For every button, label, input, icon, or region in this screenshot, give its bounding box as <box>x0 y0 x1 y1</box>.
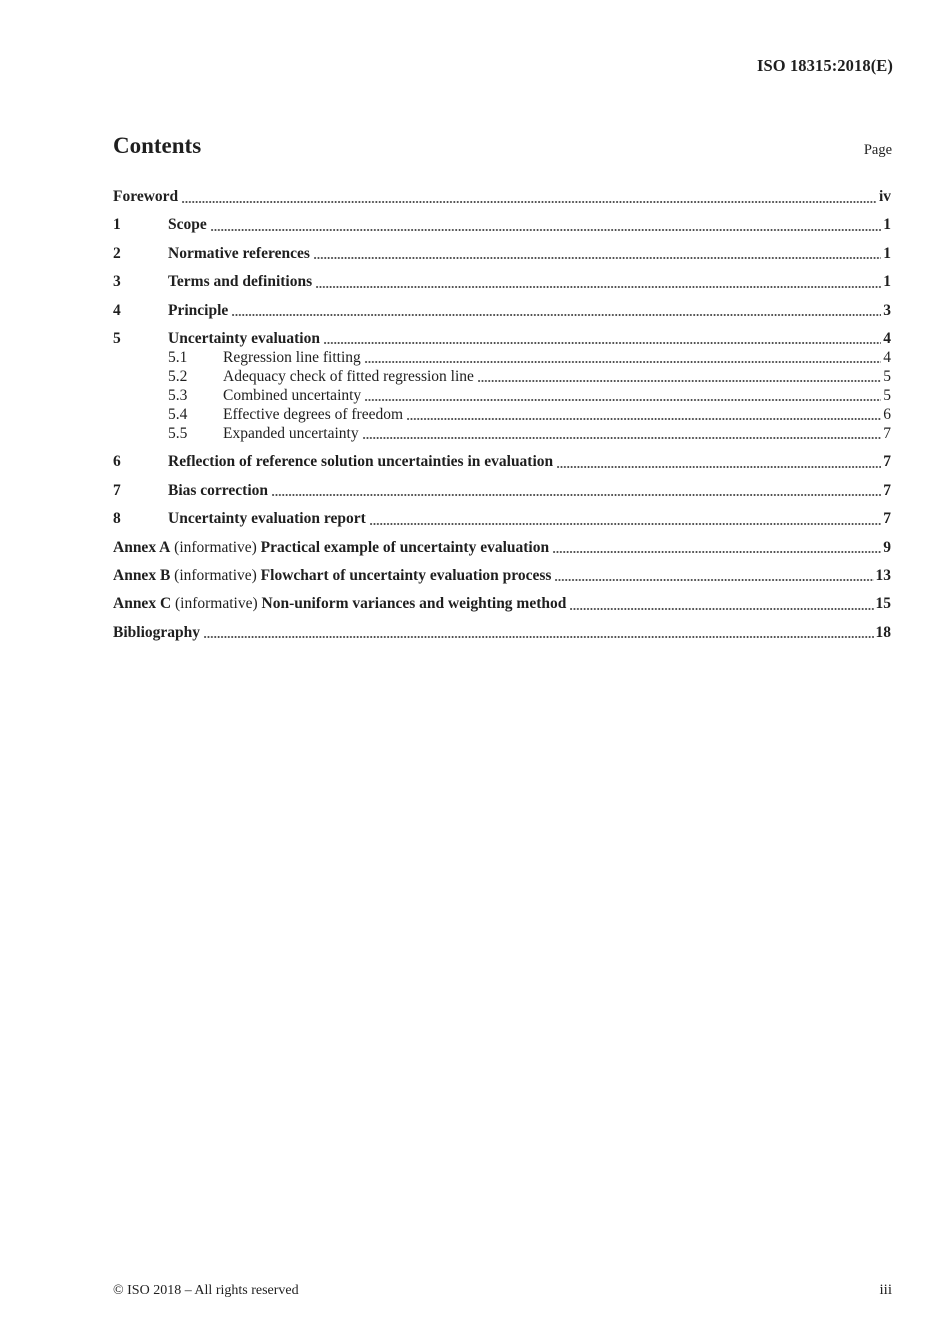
toc-entry <box>113 538 891 557</box>
toc-entry <box>113 509 891 528</box>
toc-entry-page: 1 <box>883 244 891 262</box>
toc-entry-page: 9 <box>883 538 891 556</box>
page-column-label: Page <box>863 142 892 158</box>
toc-entry <box>113 452 891 471</box>
dot-leader <box>182 200 877 204</box>
dot-leader <box>316 285 881 289</box>
toc-entry-number: 5.3 <box>168 386 188 404</box>
toc-entry <box>113 187 891 206</box>
toc-entry-number: 5.5 <box>168 424 188 442</box>
toc-entry-page: 3 <box>883 301 891 319</box>
toc-entry-title: Foreword <box>113 188 179 205</box>
toc-entry <box>113 272 891 291</box>
annex-title: Practical example of uncertainty evaluation <box>260 538 550 556</box>
toc-entry-number: 3 <box>113 273 121 291</box>
dot-leader <box>272 493 881 497</box>
toc-entry-page: 6 <box>883 405 891 423</box>
toc-entry-title: Principle <box>168 301 229 319</box>
toc-entry-title: Bias correction <box>168 481 269 499</box>
toc-entry-page: 7 <box>883 424 891 442</box>
toc-entry <box>113 566 891 585</box>
toc-entry-page: 18 <box>875 623 891 641</box>
toc-entry-title: Scope <box>168 216 207 234</box>
annex-title: Flowchart of uncertainty evaluation process <box>260 566 552 584</box>
dot-leader <box>314 256 881 260</box>
annex-title: Non-uniform variances and weighting method <box>261 595 567 613</box>
dot-leader <box>570 607 873 611</box>
dot-leader <box>365 398 881 402</box>
toc-entry-page: 13 <box>875 566 891 584</box>
toc-entry-number: 7 <box>113 481 121 499</box>
toc-entry <box>113 329 891 348</box>
dot-leader <box>478 379 881 383</box>
dot-leader <box>324 341 881 345</box>
toc-entry-title: Regression line fitting <box>223 348 361 366</box>
dot-leader <box>204 635 874 639</box>
toc-entry-page: 7 <box>883 510 891 528</box>
toc-entry <box>113 594 891 613</box>
dot-leader <box>557 465 881 469</box>
toc-entry-title: Combined uncertainty <box>223 386 362 404</box>
annex-qualifier: (informative) <box>170 538 261 556</box>
toc-entry-title: Effective degrees of freedom <box>223 405 404 423</box>
toc-entry-title: Normative references <box>168 244 310 262</box>
toc-entry <box>113 623 891 642</box>
toc-entry <box>113 386 891 405</box>
copyright-notice: © ISO 2018 – All rights reserved <box>113 1283 299 1298</box>
toc-entry-number: 5.1 <box>168 348 188 366</box>
toc-entry <box>113 244 891 263</box>
dot-leader <box>363 436 882 440</box>
toc-entry-number: 4 <box>113 301 121 319</box>
annex-label: Annex A <box>113 538 171 556</box>
toc-entry <box>113 424 891 443</box>
toc-entry-page: 7 <box>883 481 891 499</box>
toc-entry-title: Bibliography <box>113 623 200 641</box>
contents-heading: Contents <box>113 133 202 158</box>
annex-label: Annex B <box>113 566 171 584</box>
toc-entry <box>113 367 891 386</box>
toc-entry-number: 5.2 <box>168 367 188 385</box>
toc-entry-number: 1 <box>113 216 121 234</box>
toc-entry-page: iv <box>878 188 891 205</box>
dot-leader <box>407 417 881 421</box>
toc-entry-title: Terms and definitions <box>168 273 313 291</box>
toc-entry-page: 1 <box>883 273 891 291</box>
toc-entry-number: 5 <box>113 329 121 347</box>
toc-entry-number: 6 <box>113 453 121 471</box>
folio-page-number: iii <box>879 1282 892 1298</box>
dot-leader <box>232 313 881 317</box>
toc-entry <box>113 348 891 367</box>
toc-entry-title <box>113 538 549 557</box>
toc-entry-title: Adequacy check of fitted regression line <box>223 367 474 385</box>
dot-leader <box>370 522 882 526</box>
toc-entry <box>113 481 891 500</box>
toc-entry-number: 8 <box>113 510 121 528</box>
annex-qualifier: (informative) <box>170 566 261 584</box>
toc-entry <box>113 405 891 424</box>
annex-label: Annex C <box>113 595 172 613</box>
toc-entry-title: Reflection of reference solution uncertainties in evaluation <box>168 453 554 471</box>
toc-entry-number: 2 <box>113 244 121 262</box>
toc-entry-page: 5 <box>883 367 891 385</box>
dot-leader <box>555 578 873 582</box>
toc-entry-number: 5.4 <box>168 405 188 423</box>
toc-entry-page: 4 <box>883 348 891 366</box>
toc-entry <box>113 215 891 234</box>
toc-entry-title <box>113 566 551 585</box>
document-reference: ISO 18315:2018(E) <box>757 56 893 75</box>
dot-leader <box>211 228 882 232</box>
table-of-contents <box>113 187 891 642</box>
toc-entry-title: Uncertainty evaluation report <box>168 510 366 528</box>
toc-entry-page: 5 <box>883 386 891 404</box>
toc-entry-page: 1 <box>883 216 891 234</box>
toc-entry <box>113 301 891 320</box>
dot-leader <box>553 550 881 554</box>
dot-leader <box>365 360 881 364</box>
toc-entry-title: Expanded uncertainty <box>223 424 359 442</box>
annex-qualifier: (informative) <box>171 595 262 613</box>
toc-entry-page: 4 <box>883 329 891 347</box>
toc-entry-page: 7 <box>883 453 891 471</box>
toc-entry-title <box>113 594 566 613</box>
toc-entry-title: Uncertainty evaluation <box>168 329 320 347</box>
toc-entry-page: 15 <box>875 595 891 613</box>
